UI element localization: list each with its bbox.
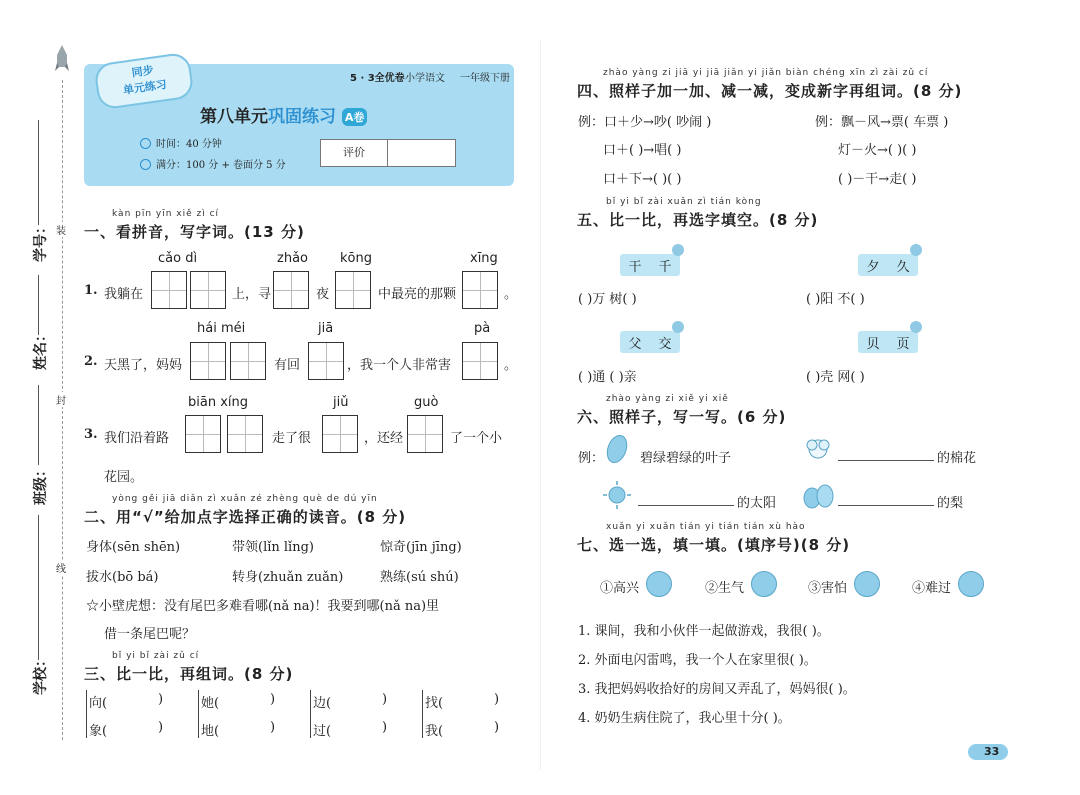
s6-blank-suffix: 的太阳 <box>737 496 777 511</box>
s2-option[interactable]: 拔水(bō bá) <box>86 570 159 585</box>
eval-box <box>320 139 456 167</box>
q1-number: 1. <box>84 283 98 298</box>
s2-pinyin: yòng gěi jiā diǎn zì xuǎn zé zhèng què de dú yīn <box>112 494 378 504</box>
score-label: 满分：100 分 + 卷面分 5 分 <box>156 160 286 171</box>
s4-blank[interactable]: 口＋( )→唱( ) <box>603 143 682 158</box>
s6-example-text: 碧绿碧绿的叶子 <box>640 451 732 466</box>
s6-example-label: 例： <box>578 451 605 466</box>
pair-blank-close[interactable]: ) <box>382 692 388 707</box>
q3-pinyin-1: biān xíng <box>188 395 248 410</box>
s2-option[interactable]: 身体(sēn shēn) <box>86 540 181 555</box>
check-icon <box>140 159 151 170</box>
pair-brace <box>198 690 199 738</box>
s5-blank[interactable]: ( )万 树( ) <box>578 292 637 307</box>
class-field[interactable] <box>38 385 39 465</box>
q1-pinyin-1: cǎo dì <box>158 251 198 266</box>
mark-xian: 线 <box>56 560 66 575</box>
clock-icon <box>140 138 151 149</box>
s7-question[interactable]: 2. 外面电闪雷鸣，我一个人在家里很( )。 <box>578 653 817 668</box>
q3-number: 3. <box>84 427 98 442</box>
eval-field[interactable] <box>388 140 455 166</box>
time-label: 时间：40 分钟 <box>156 139 222 150</box>
pair-char: 边( <box>313 696 332 711</box>
s4-example-1: 例：口＋少→吵( 吵闹 ) <box>578 115 712 130</box>
q3-pinyin-3: guò <box>414 395 439 410</box>
s4-blank[interactable]: 口＋下→( )( ) <box>603 172 682 187</box>
title-main: 第八单元 <box>200 107 268 127</box>
banner-line1: 同步 <box>130 63 155 80</box>
pair-brace <box>86 690 87 738</box>
q1-text-d: 中最亮的那颗 <box>378 287 457 302</box>
char-chip: 夕 久 <box>858 254 918 276</box>
char-chip: 干 千 <box>620 254 680 276</box>
write-box[interactable] <box>190 342 226 380</box>
q3-text-e: 花园。 <box>104 470 144 485</box>
q1-text-a: 我躺在 <box>104 287 144 302</box>
student-no-label: 学号： <box>33 220 49 262</box>
banner-line2: 单元练习 <box>122 77 168 97</box>
write-box[interactable] <box>462 271 498 309</box>
write-box[interactable] <box>322 415 358 453</box>
name-field[interactable] <box>38 275 39 335</box>
page-number-badge <box>968 744 1008 760</box>
q1-pinyin-2: zhǎo <box>277 251 308 266</box>
s6-answer-line[interactable] <box>638 505 734 506</box>
name-label: 姓名： <box>33 328 49 370</box>
option-angry: ②生气 <box>705 581 745 596</box>
s6-heading: 六、照样子，写一写。(6 分) <box>577 408 787 426</box>
angry-face-icon <box>751 571 777 597</box>
q2-text-c: ，我一个人非常害 <box>347 358 452 373</box>
q2-pinyin-2: jiā <box>318 321 334 336</box>
subject-label: 小学语文 <box>405 73 445 84</box>
pair-blank-close[interactable]: ) <box>382 720 388 735</box>
cut-line <box>62 80 63 740</box>
s7-question[interactable]: 1. 课间，我和小伙伴一起做游戏，我很( )。 <box>578 624 830 639</box>
mark-zhuang: 装 <box>56 222 66 237</box>
s7-pinyin: xuǎn yi xuǎn tián yi tián tián xù hào <box>606 522 806 532</box>
pair-char: 她( <box>201 696 220 711</box>
q2-text-b: 有回 <box>274 358 301 373</box>
write-box[interactable] <box>407 415 443 453</box>
s1-pinyin: kàn pīn yīn xiě zì cí <box>112 209 220 219</box>
s5-heading: 五、比一比，再选字填空。(8 分) <box>577 211 819 229</box>
s4-blank[interactable]: ( )－干→走( ) <box>838 172 917 187</box>
q2-pinyin-1: hái méi <box>197 321 246 336</box>
s2-option[interactable]: 转身(zhuǎn zuǎn) <box>232 570 344 585</box>
s5-pinyin: bǐ yi bǐ zài xuǎn zì tián kòng <box>606 197 762 207</box>
q1-text-b: 上，寻 <box>232 287 272 302</box>
class-label: 班级： <box>33 463 49 505</box>
q3-pinyin-2: jiǔ <box>333 395 349 410</box>
q1-text-c: 夜 <box>316 287 330 302</box>
s4-blank[interactable]: 灯－火→( )( ) <box>838 143 917 158</box>
student-no-field[interactable] <box>38 120 39 225</box>
sad-face-icon <box>958 571 984 597</box>
q2-text-a: 天黑了，妈妈 <box>104 358 183 373</box>
title-accent: 巩固练习 <box>268 107 336 127</box>
write-box[interactable] <box>308 342 344 380</box>
pair-blank-close[interactable]: ) <box>494 720 500 735</box>
write-box[interactable] <box>227 415 263 453</box>
char-chip: 父 交 <box>620 331 680 353</box>
s5-blank[interactable]: ( )通 ( )亲 <box>578 370 637 385</box>
series-label: 5 · 3全优卷 <box>350 73 405 84</box>
write-box[interactable] <box>190 271 226 309</box>
grade-label: 一年级下册 <box>460 73 510 84</box>
s6-blank-suffix: 的梨 <box>937 496 964 511</box>
s2-sentence-cont: 借一条尾巴呢？ <box>104 627 196 642</box>
q2-text-d: 。 <box>504 358 518 373</box>
write-box[interactable] <box>462 342 498 380</box>
pair-char: 我( <box>425 724 444 739</box>
q1-text-e: 。 <box>504 287 518 302</box>
s7-question[interactable]: 3. 我把妈妈收拾好的房间又弄乱了，妈妈很( )。 <box>578 682 856 697</box>
happy-face-icon <box>646 571 672 597</box>
sun-icon <box>602 480 632 510</box>
pair-char: 地( <box>201 724 220 739</box>
mark-feng: 封 <box>56 392 66 407</box>
s4-heading: 四、照样子加一加、减一减，变成新字再组词。(8 分) <box>577 82 963 100</box>
s3-heading: 三、比一比，再组词。(8 分) <box>84 665 294 683</box>
title-badge: A卷 <box>342 108 368 126</box>
s2-option[interactable]: 带领(lǐn lǐng) <box>232 540 314 555</box>
page-number: 33 <box>984 745 1000 758</box>
write-box[interactable] <box>151 271 187 309</box>
write-box[interactable] <box>230 342 266 380</box>
write-box[interactable] <box>185 415 221 453</box>
school-label: 学校： <box>33 653 49 695</box>
s2-heading: 二、用“√”给加点字选择正确的读音。(8 分) <box>84 508 407 526</box>
s7-heading: 七、选一选，填一填。(填序号)(8 分) <box>577 536 851 554</box>
q3-text-c: ，还经 <box>364 431 404 446</box>
char-chip: 贝 页 <box>858 331 918 353</box>
pair-char: 过( <box>313 724 332 739</box>
cotton-icon <box>802 434 834 466</box>
s2-sentence[interactable]: ☆小壁虎想：没有尾巴多难看哪(nǎ na)！我要到哪(nǎ na)里 <box>86 599 440 614</box>
pair-char: 象( <box>89 724 108 739</box>
q2-pinyin-3: pà <box>474 321 491 336</box>
pair-brace <box>422 690 423 738</box>
pair-blank-close[interactable]: ) <box>270 720 276 735</box>
q1-pinyin-3: kōng <box>340 251 372 266</box>
s5-blank[interactable]: ( )壳 网( ) <box>806 370 865 385</box>
pair-char: 向( <box>89 696 108 711</box>
page-fold <box>540 40 541 770</box>
s5-blank[interactable]: ( )阳 不( ) <box>806 292 865 307</box>
q3-text-b: 走了很 <box>272 431 312 446</box>
s4-example-2: 例：飘－风→票( 车票 ) <box>815 115 949 130</box>
s6-blank-suffix: 的棉花 <box>937 451 977 466</box>
write-box[interactable] <box>273 271 309 309</box>
pair-blank-close[interactable]: ) <box>158 720 164 735</box>
eval-label: 评价 <box>321 140 388 166</box>
pear-icon <box>800 476 836 510</box>
pair-brace <box>310 690 311 738</box>
s6-pinyin: zhào yàng zi xiě yi xiě <box>606 394 729 404</box>
option-scared: ③害怕 <box>808 581 848 596</box>
s6-answer-line[interactable] <box>838 505 934 506</box>
option-happy: ①高兴 <box>600 581 640 596</box>
q1-pinyin-4: xīng <box>470 251 498 266</box>
pair-blank-close[interactable]: ) <box>494 692 500 707</box>
page-title <box>200 102 367 127</box>
s2-option[interactable]: 惊奇(jīn jīng) <box>380 540 462 555</box>
school-field[interactable] <box>38 515 39 660</box>
scared-face-icon <box>854 571 880 597</box>
s6-answer-line[interactable] <box>838 460 934 461</box>
s3-pinyin: bǐ yi bǐ zài zǔ cí <box>112 651 200 661</box>
option-sad: ④难过 <box>912 581 952 596</box>
q2-number: 2. <box>84 354 98 369</box>
pair-char: 找( <box>425 696 444 711</box>
s4-pinyin: zhào yàng zi jiā yi jiā jiǎn yi jiǎn biàn chéng xīn zì zài zǔ cí <box>603 68 929 78</box>
pair-blank-close[interactable]: ) <box>270 692 276 707</box>
write-box[interactable] <box>335 271 371 309</box>
rocket-icon <box>55 45 69 75</box>
leaf-icon <box>602 434 632 466</box>
q3-text-a: 我们沿着路 <box>104 431 170 446</box>
q3-text-d: 了一个小 <box>450 431 503 446</box>
pair-blank-close[interactable]: ) <box>158 692 164 707</box>
s2-option[interactable]: 熟练(sú shú) <box>380 570 459 585</box>
s7-question[interactable]: 4. 奶奶生病住院了，我心里十分( )。 <box>578 711 791 726</box>
s1-heading: 一、看拼音，写字词。(13 分) <box>84 223 305 241</box>
